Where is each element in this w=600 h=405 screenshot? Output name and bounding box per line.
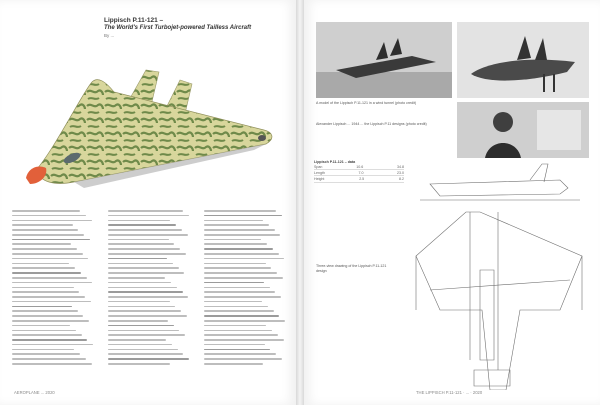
text-line [204, 282, 264, 284]
text-line [204, 220, 263, 222]
wind-tunnel-photo-1 [316, 22, 452, 98]
text-line [108, 306, 175, 308]
text-line [108, 353, 183, 355]
text-line [12, 358, 86, 360]
text-line [108, 291, 183, 293]
table-cell: Height [314, 176, 325, 181]
text-line [12, 287, 74, 289]
table-cell: 2.5 [359, 176, 365, 181]
text-line [204, 234, 280, 236]
text-line [12, 291, 79, 293]
text-line [204, 224, 269, 226]
data-table [314, 160, 404, 183]
text-line [108, 315, 187, 317]
right-footer: THE LIPPISCH P.11-121 · ... · 2020 [416, 390, 483, 395]
technical-drawing [410, 160, 590, 390]
text-line [12, 325, 70, 327]
article-body [12, 210, 286, 380]
text-line [204, 358, 282, 360]
text-line [204, 306, 268, 308]
text-line [204, 248, 273, 250]
text-line [204, 239, 261, 241]
text-line [12, 363, 92, 365]
table-cell: Span [314, 164, 323, 169]
table-cell: 7.0 [358, 170, 364, 175]
text-line [108, 258, 167, 260]
text-line [204, 267, 271, 269]
text-line [204, 253, 279, 255]
text-line [108, 301, 170, 303]
text-line [12, 310, 78, 312]
text-line [108, 215, 189, 217]
text-line [108, 282, 171, 284]
text-line [204, 334, 278, 336]
text-line [12, 296, 85, 298]
text-line [108, 339, 166, 341]
text-line [204, 315, 279, 317]
text-line [204, 325, 266, 327]
text-line [108, 267, 179, 269]
text-line [108, 243, 174, 245]
text-column-2 [108, 210, 190, 380]
text-line [204, 353, 276, 355]
text-line [108, 287, 177, 289]
text-column-1 [12, 210, 94, 380]
left-footer: AEROPLANE ... 2020 [14, 390, 55, 395]
text-line [12, 229, 78, 231]
text-line [204, 301, 262, 303]
text-line [12, 330, 76, 332]
text-line [204, 263, 266, 265]
table-cell: 34.8 [397, 164, 404, 169]
text-line [12, 344, 93, 346]
text-line [108, 229, 182, 231]
text-line [108, 253, 186, 255]
text-line [108, 349, 178, 351]
text-line [108, 210, 183, 212]
portrait-photo [457, 102, 589, 158]
drawing-caption: Three-view drawing of the Lippisch P.11-121 design [316, 264, 387, 273]
text-line [204, 330, 272, 332]
text-line [12, 306, 72, 308]
text-line [204, 272, 277, 274]
text-line [108, 263, 173, 265]
text-line [12, 272, 81, 274]
text-line [108, 325, 174, 327]
text-line [108, 272, 184, 274]
text-line [108, 277, 165, 279]
photo-caption-top: A model of the Lippisch P.11-121 in a wind tunnel (photo credit) [316, 101, 417, 105]
text-line [204, 210, 276, 212]
text-line [12, 320, 89, 322]
left-page [0, 0, 296, 405]
text-line [12, 220, 92, 222]
text-line [204, 363, 263, 365]
text-line [12, 243, 71, 245]
text-line [108, 239, 169, 241]
text-line [204, 243, 267, 245]
text-line [204, 258, 284, 260]
table-row [314, 176, 404, 182]
text-line [12, 339, 87, 341]
text-line [204, 349, 270, 351]
article-title: Lippisch P.11-121 – [104, 17, 164, 24]
spine [296, 0, 304, 405]
text-line [12, 277, 87, 279]
wind-tunnel-photo-2 [457, 22, 589, 98]
text-column-3 [204, 210, 286, 380]
text-line [12, 234, 84, 236]
text-line [108, 296, 188, 298]
article-subtitle: The World's First Turbojet-powered Tailless Aircraft [104, 25, 252, 31]
table-rows [314, 164, 404, 183]
text-line [108, 344, 172, 346]
text-line [12, 224, 73, 226]
text-line [12, 263, 69, 265]
text-line [108, 234, 188, 236]
text-line [108, 363, 170, 365]
text-line [108, 330, 179, 332]
byline: By ... [104, 33, 115, 38]
text-line [108, 358, 189, 360]
text-line [108, 310, 181, 312]
aircraft-illustration [14, 60, 284, 200]
text-line [12, 258, 88, 260]
table-title: Lippisch P.11-121 – data [314, 160, 356, 164]
text-line [204, 277, 283, 279]
table-cell: Length [314, 170, 325, 175]
text-line [204, 310, 274, 312]
text-line [12, 248, 77, 250]
text-line [12, 282, 92, 284]
text-line [108, 320, 168, 322]
text-line [204, 287, 270, 289]
table-cell: 10.6 [356, 164, 364, 169]
portrait-caption: Alexander Lippisch ... 1944 ... the Lippisch P.11 designs (photo credit) [316, 122, 427, 126]
text-line [204, 291, 275, 293]
text-line [204, 320, 285, 322]
text-line [12, 267, 75, 269]
text-line [204, 229, 275, 231]
text-line [12, 349, 74, 351]
text-line [204, 296, 281, 298]
text-line [12, 315, 83, 317]
text-line [12, 215, 86, 217]
text-line [204, 215, 282, 217]
text-line [12, 239, 90, 241]
table-cell: 23.0 [397, 170, 404, 175]
text-line [12, 353, 80, 355]
text-line [108, 224, 176, 226]
text-line [108, 248, 180, 250]
text-line [108, 220, 170, 222]
text-line [12, 253, 83, 255]
text-line [12, 210, 80, 212]
text-line [108, 334, 185, 336]
text-line [12, 301, 91, 303]
text-line [12, 334, 82, 336]
text-line [204, 344, 265, 346]
table-cell: 8.2 [398, 176, 404, 181]
text-line [204, 339, 284, 341]
